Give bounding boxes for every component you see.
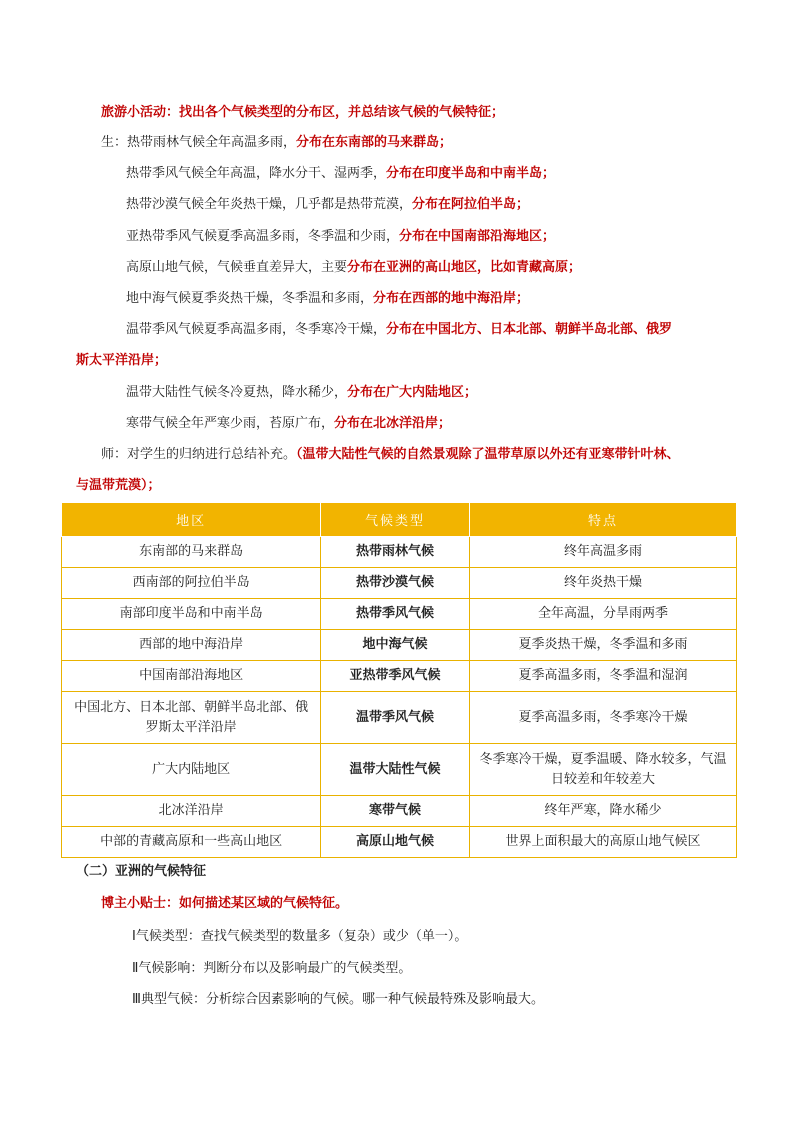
climate-desc: 温带季风气候夏季高温多雨，冬季寒冷干燥， (126, 322, 387, 337)
cell-climate-type: 温带季风气候 (321, 692, 470, 744)
climate-desc: 地中海气候夏季炎热干燥，冬季温和多雨， (126, 291, 374, 306)
cell-feature: 世界上面积最大的高原山地气候区 (469, 827, 736, 858)
student-line-1 (101, 134, 452, 152)
cell-region: 西南部的阿拉伯半岛 (62, 568, 321, 599)
teacher-note: （温带大陆性气候的自然景观除了温带草原以外还有亚寒带针叶林、 (296, 447, 680, 462)
climate-desc: 高原山地气候，气候垂直差异大，主要 (126, 260, 348, 275)
climate-distribution: 分布在中国北方、日本北部、朝鲜半岛北部、俄罗 (386, 322, 673, 337)
climate-distribution: 分布在阿拉伯半岛； (412, 197, 530, 212)
cell-region: 中部的青藏高原和一些高山地区 (62, 827, 321, 858)
cell-feature: 夏季高温多雨，冬季寒冷干燥 (469, 692, 736, 744)
table-row (62, 537, 737, 568)
cell-climate-type: 热带季风气候 (321, 599, 470, 630)
cell-region: 中国北方、日本北部、朝鲜半岛北部、俄罗斯太平洋沿岸 (62, 692, 321, 744)
climate-table (61, 502, 737, 858)
climate-distribution: 斯太平洋沿岸； (76, 353, 168, 368)
activity-title: 旅游小活动：找出各个气候类型的分布区，并总结该气候的气候特征； (101, 105, 505, 120)
cell-climate-type: 温带大陆性气候 (321, 744, 470, 796)
table-row (62, 630, 737, 661)
climate-distribution: 分布在西部的地中海沿岸； (373, 291, 530, 306)
student-line-4 (126, 228, 555, 246)
cell-climate-type: 亚热带季风气候 (321, 661, 470, 692)
student-line-6 (126, 290, 529, 308)
cell-feature: 夏季高温多雨，冬季温和湿润 (469, 661, 736, 692)
climate-desc: 温带大陆性气候冬冷夏热，降水稀少， (126, 385, 348, 400)
climate-desc: 亚热带季风气候夏季高温多雨，冬季温和少雨， (126, 229, 400, 244)
blogger-tip: 博主小贴士：如何描述某区域的气候特征。 (101, 896, 349, 911)
header-feature: 特点 (469, 503, 736, 537)
cell-region: 广大内陆地区 (62, 744, 321, 796)
cell-region: 东南部的马来群岛 (62, 537, 321, 568)
student-line-7 (126, 321, 672, 339)
cell-feature: 全年高温，分旱雨两季 (469, 599, 736, 630)
teacher-line (101, 446, 680, 464)
header-region: 地区 (62, 503, 321, 537)
table-row (62, 661, 737, 692)
climate-distribution: 分布在印度半岛和中南半岛； (386, 166, 556, 181)
student-line-2 (126, 165, 555, 183)
cell-region: 南部印度半岛和中南半岛 (62, 599, 321, 630)
student-line-3 (126, 196, 529, 214)
cell-climate-type: 寒带气候 (321, 796, 470, 827)
table-header-row (62, 503, 737, 537)
table-row (62, 827, 737, 858)
climate-desc: 热带雨林气候全年高温多雨， (127, 135, 297, 150)
cell-climate-type: 热带雨林气候 (321, 537, 470, 568)
teacher-note-continued: 与温带荒漠）； (76, 478, 161, 493)
student-line-5 (126, 259, 581, 277)
table-row (62, 692, 737, 744)
cell-feature: 夏季炎热干燥，冬季温和多雨 (469, 630, 736, 661)
cell-region: 北冰洋沿岸 (62, 796, 321, 827)
tip-point-3: Ⅲ典型气候：分析综合因素影响的气候。哪一种气候最特殊及影响最大。 (132, 992, 544, 1007)
table-row (62, 796, 737, 827)
table-row (62, 568, 737, 599)
table-row (62, 599, 737, 630)
climate-desc: 寒带气候全年严寒少雨，苔原广布， (126, 416, 335, 431)
section-heading: （二）亚洲的气候特征 (76, 864, 207, 879)
cell-feature: 终年高温多雨 (469, 537, 736, 568)
climate-distribution: 分布在北冰洋沿岸； (334, 416, 452, 431)
climate-desc: 热带沙漠气候全年炎热干燥，几乎都是热带荒漠， (126, 197, 413, 212)
student-line-8 (126, 384, 477, 402)
cell-feature: 终年严寒，降水稀少 (469, 796, 736, 827)
climate-distribution: 分布在亚洲的高山地区，比如青藏高原； (347, 260, 582, 275)
cell-region: 西部的地中海沿岸 (62, 630, 321, 661)
cell-feature: 冬季寒冷干燥，夏季温暖、降水较多，气温日较差和年较差大 (469, 744, 736, 796)
student-line-7-continued (76, 352, 167, 370)
tip-point-1: Ⅰ气候类型：查找气候类型的数量多（复杂）或少（单一）。 (132, 929, 468, 944)
teacher-prefix: 师：对学生的归纳进行总结补充。 (101, 447, 297, 462)
cell-feature: 终年炎热干燥 (469, 568, 736, 599)
climate-distribution: 分布在东南部的马来群岛； (296, 135, 453, 150)
cell-climate-type: 热带沙漠气候 (321, 568, 470, 599)
cell-climate-type: 地中海气候 (321, 630, 470, 661)
student-line-9 (126, 415, 451, 433)
tip-point-2: Ⅱ气候影响：判断分布以及影响最广的气候类型。 (132, 961, 412, 976)
header-climate-type: 气候类型 (321, 503, 470, 537)
climate-distribution: 分布在广大内陆地区； (347, 385, 478, 400)
table-row (62, 744, 737, 796)
cell-climate-type: 高原山地气候 (321, 827, 470, 858)
climate-distribution: 分布在中国南部沿海地区； (399, 229, 556, 244)
climate-desc: 热带季风气候全年高温，降水分干、湿两季， (126, 166, 387, 181)
student-prefix: 生： (101, 135, 128, 150)
cell-region: 中国南部沿海地区 (62, 661, 321, 692)
